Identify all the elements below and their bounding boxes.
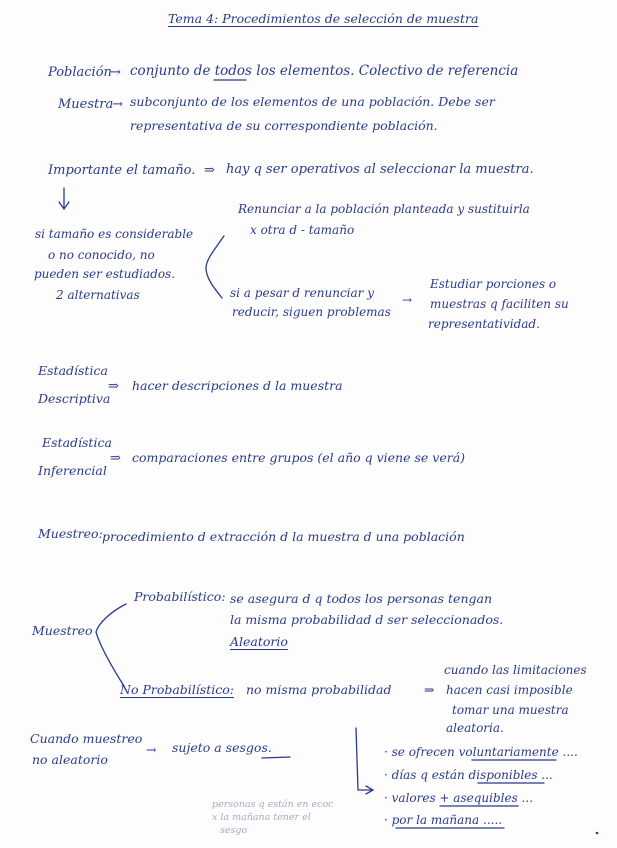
poblacion-term: Población (48, 65, 112, 80)
tamano-arrow: ⇒ (204, 163, 215, 178)
sesgo-arrow: → (146, 742, 157, 757)
prob-term: Probabilístico: (134, 589, 226, 604)
descriptiva-term-line1: Estadística (38, 363, 108, 378)
alt-left-line4: 2 alternativas (56, 288, 140, 302)
muestra-definition-line2: representativa de su correspondiente población. (130, 118, 438, 133)
sesgo-list-item: · por la mañana ..... (384, 813, 503, 827)
poblacion-definition: conjunto de todos los elementos. Colectivo de referencia (130, 63, 519, 79)
noprob-result-line2: hacen casi imposible (446, 683, 573, 697)
page-title: Tema 4: Procedimientos de selección de muestra (168, 11, 479, 26)
noprob-result-line1: cuando las limitaciones (444, 663, 587, 677)
alt-opt2-result-line2: muestras q faciliten su (430, 297, 569, 311)
inferencial-arrow: ⇒ (110, 451, 121, 466)
muestra-arrow: → (112, 97, 123, 112)
faint-note-line2: x la mañana tener el (212, 812, 311, 823)
alt-left-line2: o no conocido, no (48, 248, 155, 262)
prob-line2: la misma probabilidad d ser seleccionados. (230, 612, 504, 627)
alt-opt2-line2: reducir, siguen problemas (232, 305, 391, 319)
alt-opt2-result-line3: representatividad. (428, 317, 540, 331)
inferencial-definition: comparaciones entre grupos (el año q viene se verá) (132, 450, 466, 465)
alt-left-line3: pueden ser estudiados. (34, 267, 176, 281)
muestra-term: Muestra (58, 97, 114, 112)
descriptiva-term-line2: Descriptiva (38, 391, 111, 406)
sesgo-list-item: · días q están disponibles ... (384, 768, 553, 782)
sesgo-line2: no aleatorio (32, 752, 108, 767)
muestreo-root: Muestreo (32, 623, 93, 638)
noprob-result-line3: tomar una muestra (452, 703, 569, 717)
prob-line1: se asegura d q todos los personas tengan (230, 591, 493, 606)
alt-left-line1: si tamaño es considerable (35, 227, 194, 241)
alt-opt1-line2: x otra d - tamaño (250, 223, 355, 237)
descriptiva-arrow: ⇒ (108, 379, 119, 394)
noprob-def: no misma probabilidad (246, 682, 392, 697)
tamano-text: Importante el tamaño. (48, 163, 196, 178)
noprob-arrow: ⇒ (424, 682, 435, 697)
inferencial-term-line2: Inferencial (38, 463, 107, 478)
inferencial-term-line1: Estadística (42, 435, 112, 450)
sesgo-line1: Cuando muestreo (30, 731, 143, 746)
alt-opt1-line1: Renunciar a la población planteada y sustituirla (238, 202, 530, 216)
sesgo-list-item: · se ofrecen voluntariamente .... (384, 745, 578, 759)
sesgo-list-item: · valores + asequibles ... (384, 791, 534, 805)
muestreo-def-definition: procedimiento d extracción d la muestra d una población (102, 529, 465, 544)
descriptiva-definition: hacer descripciones d la muestra (132, 378, 343, 393)
faint-note-line1: personas q están en ecoc (212, 799, 334, 810)
muestreo-def-term: Muestreo: (38, 526, 103, 541)
poblacion-arrow: → (110, 65, 121, 80)
faint-note-line3: sesgo (220, 825, 248, 836)
alt-opt2-line1: si a pesar d renunciar y (230, 286, 374, 300)
noprob-term: No Probabilístico: (120, 682, 234, 697)
muestra-definition-line1: subconjunto de los elementos de una población. Debe ser (130, 94, 495, 109)
alt-opt2-arrow: → (402, 293, 413, 307)
alt-opt2-result-line1: Estudiar porciones o (430, 277, 557, 291)
prob-line3: Aleatorio (230, 634, 288, 649)
sesgo-result: sujeto a sesgos. (172, 740, 272, 755)
noprob-result-line4: aleatoria. (446, 721, 504, 735)
tamano-consequence: hay q ser operativos al seleccionar la muestra. (226, 162, 534, 177)
